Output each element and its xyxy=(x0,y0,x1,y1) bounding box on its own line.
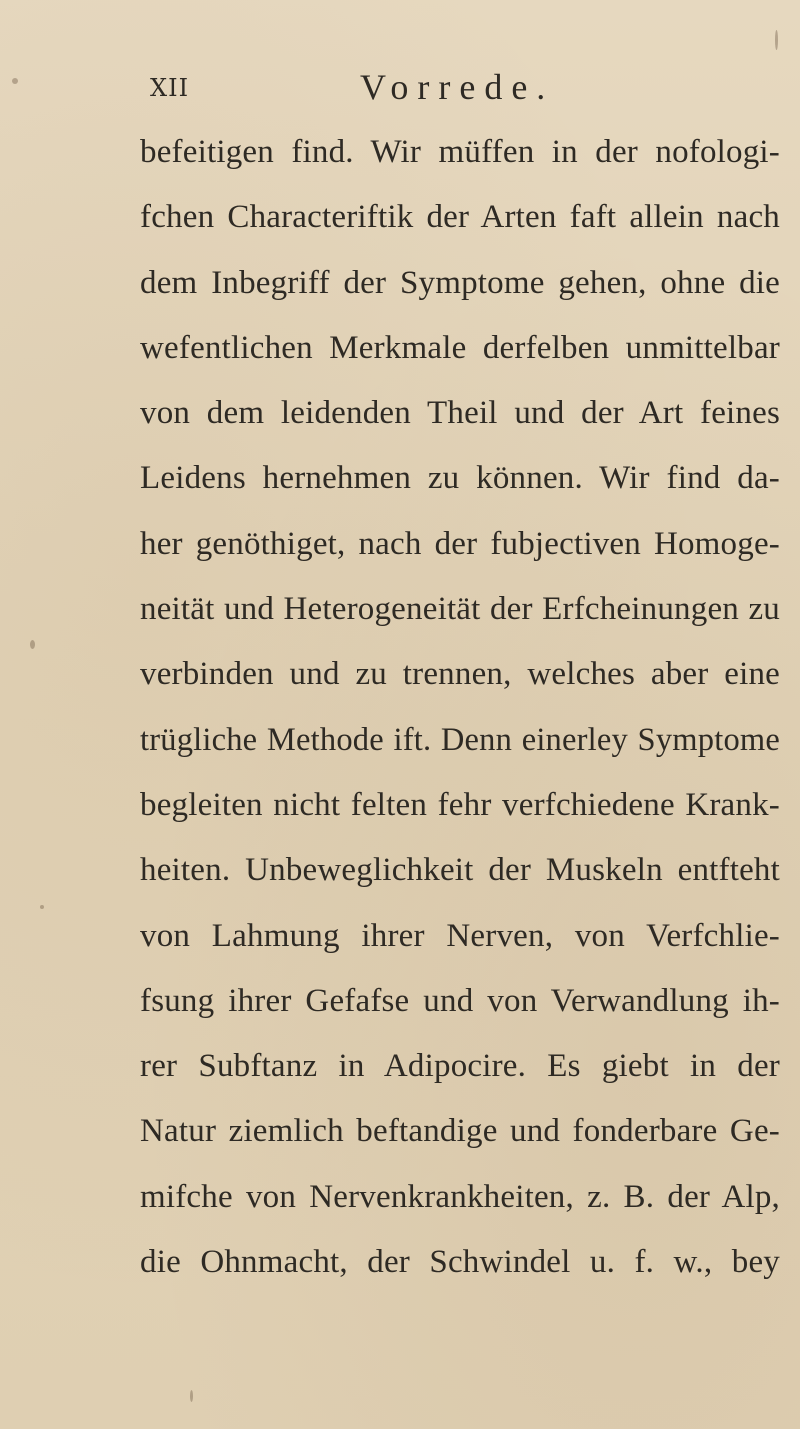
paper-speck xyxy=(775,30,778,50)
text-line: heiten. Unbeweglichkeit der Muskeln entfteht xyxy=(140,852,780,889)
text-line: fsung ihrer Gefafse und von Verwandlung ih- xyxy=(140,982,780,1019)
text-line: Leidens hernehmen zu können. Wir find da- xyxy=(140,460,780,497)
page-header xyxy=(150,67,710,110)
text-line: rer Subftanz in Adipocire. Es giebt in der xyxy=(140,1048,780,1085)
paper-speck xyxy=(190,1390,193,1402)
paper-speck xyxy=(12,78,18,84)
paper-speck xyxy=(40,905,44,909)
running-head: Vorrede. xyxy=(360,67,555,107)
text-line: von Lahmung ihrer Nerven, von Verfchlie- xyxy=(140,917,780,954)
text-line: dem Inbegriff der Symptome gehen, ohne die xyxy=(140,264,780,301)
text-line: befeitigen find. Wir müffen in der nofologi- xyxy=(140,134,780,170)
body-text xyxy=(140,120,780,1295)
text-line: die Ohnmacht, der Schwindel u. f. w., bey xyxy=(140,1244,780,1281)
paper-speck xyxy=(30,640,35,649)
text-line: fchen Characteriftik der Arten faft allein nach xyxy=(140,199,780,236)
page-number: XII xyxy=(150,74,190,102)
text-line: neität und Heterogeneität der Erfcheinungen zu xyxy=(140,591,780,628)
text-line: wefentlichen Merkmale derfelben unmittelbar xyxy=(140,329,780,366)
text-line: mifche von Nervenkrankheiten, z. B. der Alp, xyxy=(140,1178,780,1215)
text-line: trügliche Methode ift. Denn einerley Symptome xyxy=(140,721,780,758)
text-line: begleiten nicht felten fehr verfchiedene Krank- xyxy=(140,786,780,823)
text-line: Natur ziemlich beftandige und fonderbare Ge- xyxy=(140,1113,780,1150)
text-line: von dem leidenden Theil und der Art feines xyxy=(140,395,780,432)
text-line: her genöthiget, nach der fubjectiven Homoge- xyxy=(140,525,780,562)
text-line: verbinden und zu trennen, welches aber eine xyxy=(140,656,780,693)
